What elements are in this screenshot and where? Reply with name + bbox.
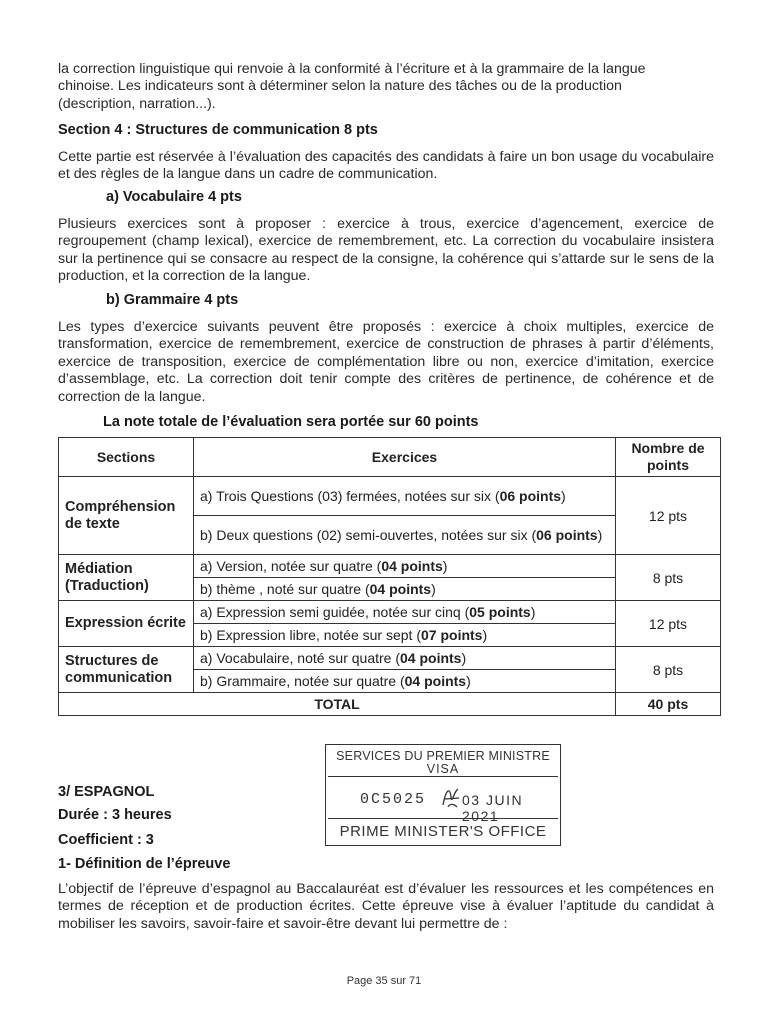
table-header-row (59, 438, 721, 477)
exercise-text: a) Trois Questions (03) fermées, notées sur six ( (200, 487, 500, 504)
stamp-divider (328, 818, 558, 819)
stamp-divider (328, 776, 558, 777)
exercise-end: ) (466, 672, 471, 689)
exercise-end: ) (561, 487, 566, 504)
intro-line-2: chinoise. Les indicateurs sont à déterminer selon la nature des tâches ou de la production (58, 78, 622, 95)
exercise-end: ) (442, 557, 448, 574)
exercise-text: b) Expression libre, notée sur sept ( (200, 626, 421, 643)
section-name: Structures de communication (59, 647, 194, 693)
grading-table (58, 437, 721, 716)
total-points: 40 pts (616, 693, 721, 716)
table-row (59, 647, 721, 670)
vocabulary-heading: a) Vocabulaire 4 pts (106, 189, 242, 205)
exercise-points: 06 points (499, 487, 562, 504)
exercise-text: a) Version, notée sur quatre ( (200, 557, 382, 574)
exercise-end: ) (530, 603, 536, 620)
exercise-points: 06 points (536, 526, 598, 543)
exercise-cell (194, 647, 616, 670)
intro-line-1: la correction linguistique qui renvoie à la conformité à l’écriture et à la grammaire de la langue (58, 61, 646, 77)
exercise-points: 04 points (404, 672, 467, 689)
grammar-paragraph: Les types d’exercice suivants peuvent être proposés : exercice à choix multiples, exercice de transformation, exercice de remembrement, exercice de construction de phrases à partir d’éléments, exercice de transposition, exercice de complémentation libre ou non, exercice d’imitation, exercice d’assemblage, etc. La correction doit tenir compte des critères de pertinence, de cohérence et de correction de la langue. (58, 319, 714, 405)
section4-paragraph: Cette partie est réservée à l’évaluation des capacités des candidats à faire un bon usage du vocabulaire et des règles de la langue dans un cadre de communication. (58, 149, 714, 183)
stamp-line-2: VISA (426, 762, 460, 776)
exercise-points: 04 points (381, 557, 443, 574)
stamp-line-1: SERVICES DU PREMIER MINISTRE (336, 749, 550, 763)
vocabulary-paragraph: Plusieurs exercices sont à proposer : exercice à trous, exercice d’agencement, exercice de regroupement (champ lexical), exercice de remembrement, etc. La correction du vocabulaire insistera sur la pertinence qui se consacre au respect de la consigne, la cohérence qui s’attarde sur le sens de la production, et la correction de la langue. (58, 216, 714, 285)
exercise-text: a) Expression semi guidée, notée sur cinq ( (200, 603, 470, 620)
exercise-points: 04 points (369, 580, 432, 597)
section-points: 12 pts (616, 601, 721, 647)
total-label: TOTAL (59, 693, 616, 716)
header-points: Nombre de points (616, 438, 721, 477)
page-number: Page 35 sur 71 (346, 975, 422, 987)
exercise-cell (194, 601, 616, 624)
definition-heading: 1- Définition de l’épreuve (58, 856, 231, 872)
exercise-end: ) (482, 626, 488, 643)
exercise-points: 04 points (400, 649, 462, 666)
exercise-cell (194, 578, 616, 601)
exercise-end: ) (597, 526, 603, 543)
table-row (59, 601, 721, 624)
section-points: 12 pts (616, 477, 721, 555)
table-row (59, 477, 721, 516)
exercise-end: ) (431, 580, 436, 597)
header-sections: Sections (59, 438, 194, 477)
section-name: Médiation (Traduction) (59, 555, 194, 601)
exercise-text: b) thème , noté sur quatre ( (200, 580, 370, 597)
exercise-points: 05 points (469, 603, 531, 620)
section-points: 8 pts (616, 647, 721, 693)
exercise-cell (194, 477, 616, 516)
exercise-text: a) Vocabulaire, noté sur quatre ( (200, 649, 401, 666)
intro-paragraph (58, 61, 714, 113)
exercise-cell (194, 624, 616, 647)
section-points: 8 pts (616, 555, 721, 601)
exercise-cell (194, 555, 616, 578)
espagnol-heading: 3/ ESPAGNOL (58, 784, 155, 800)
section4-heading: Section 4 : Structures de communication 8 pts (58, 122, 378, 138)
exercise-cell (194, 670, 616, 693)
exercise-cell (194, 516, 616, 555)
exercise-end: ) (461, 649, 467, 666)
stamp-line-3: PRIME MINISTER'S OFFICE (339, 823, 547, 840)
section-name: Expression écrite (59, 601, 194, 647)
total-note-heading: La note totale de l’évaluation sera portée sur 60 points (103, 414, 479, 430)
table-total-row (59, 693, 721, 716)
exercise-text: b) Grammaire, notée sur quatre ( (200, 672, 405, 689)
signature-icon (440, 785, 462, 811)
definition-paragraph: L’objectif de l’épreuve d’espagnol au Baccalauréat est d’évaluer les ressources et les compétences en termes de réception et de production écrites. Cette épreuve vise à évaluer l’aptitude du candidat à mobiliser les savoirs, savoir-faire et savoir-être devant lui permettre de : (58, 881, 714, 932)
duration-label: Durée : 3 heures (58, 807, 172, 823)
coefficient-label: Coefficient : 3 (58, 832, 154, 848)
table-row (59, 555, 721, 578)
stamp-number: 0C5025 (360, 791, 427, 808)
header-exercises: Exercices (194, 438, 616, 477)
section-name: Compréhension de texte (59, 477, 194, 555)
grammar-heading: b) Grammaire 4 pts (106, 292, 239, 308)
visa-stamp (325, 744, 561, 846)
exercise-text: b) Deux questions (02) semi-ouvertes, notées sur six ( (200, 526, 537, 543)
exercise-points: 07 points (421, 626, 483, 643)
stamp-date: 03 JUIN 2021 (462, 792, 524, 824)
intro-line-3: (description, narration...). (58, 95, 216, 112)
